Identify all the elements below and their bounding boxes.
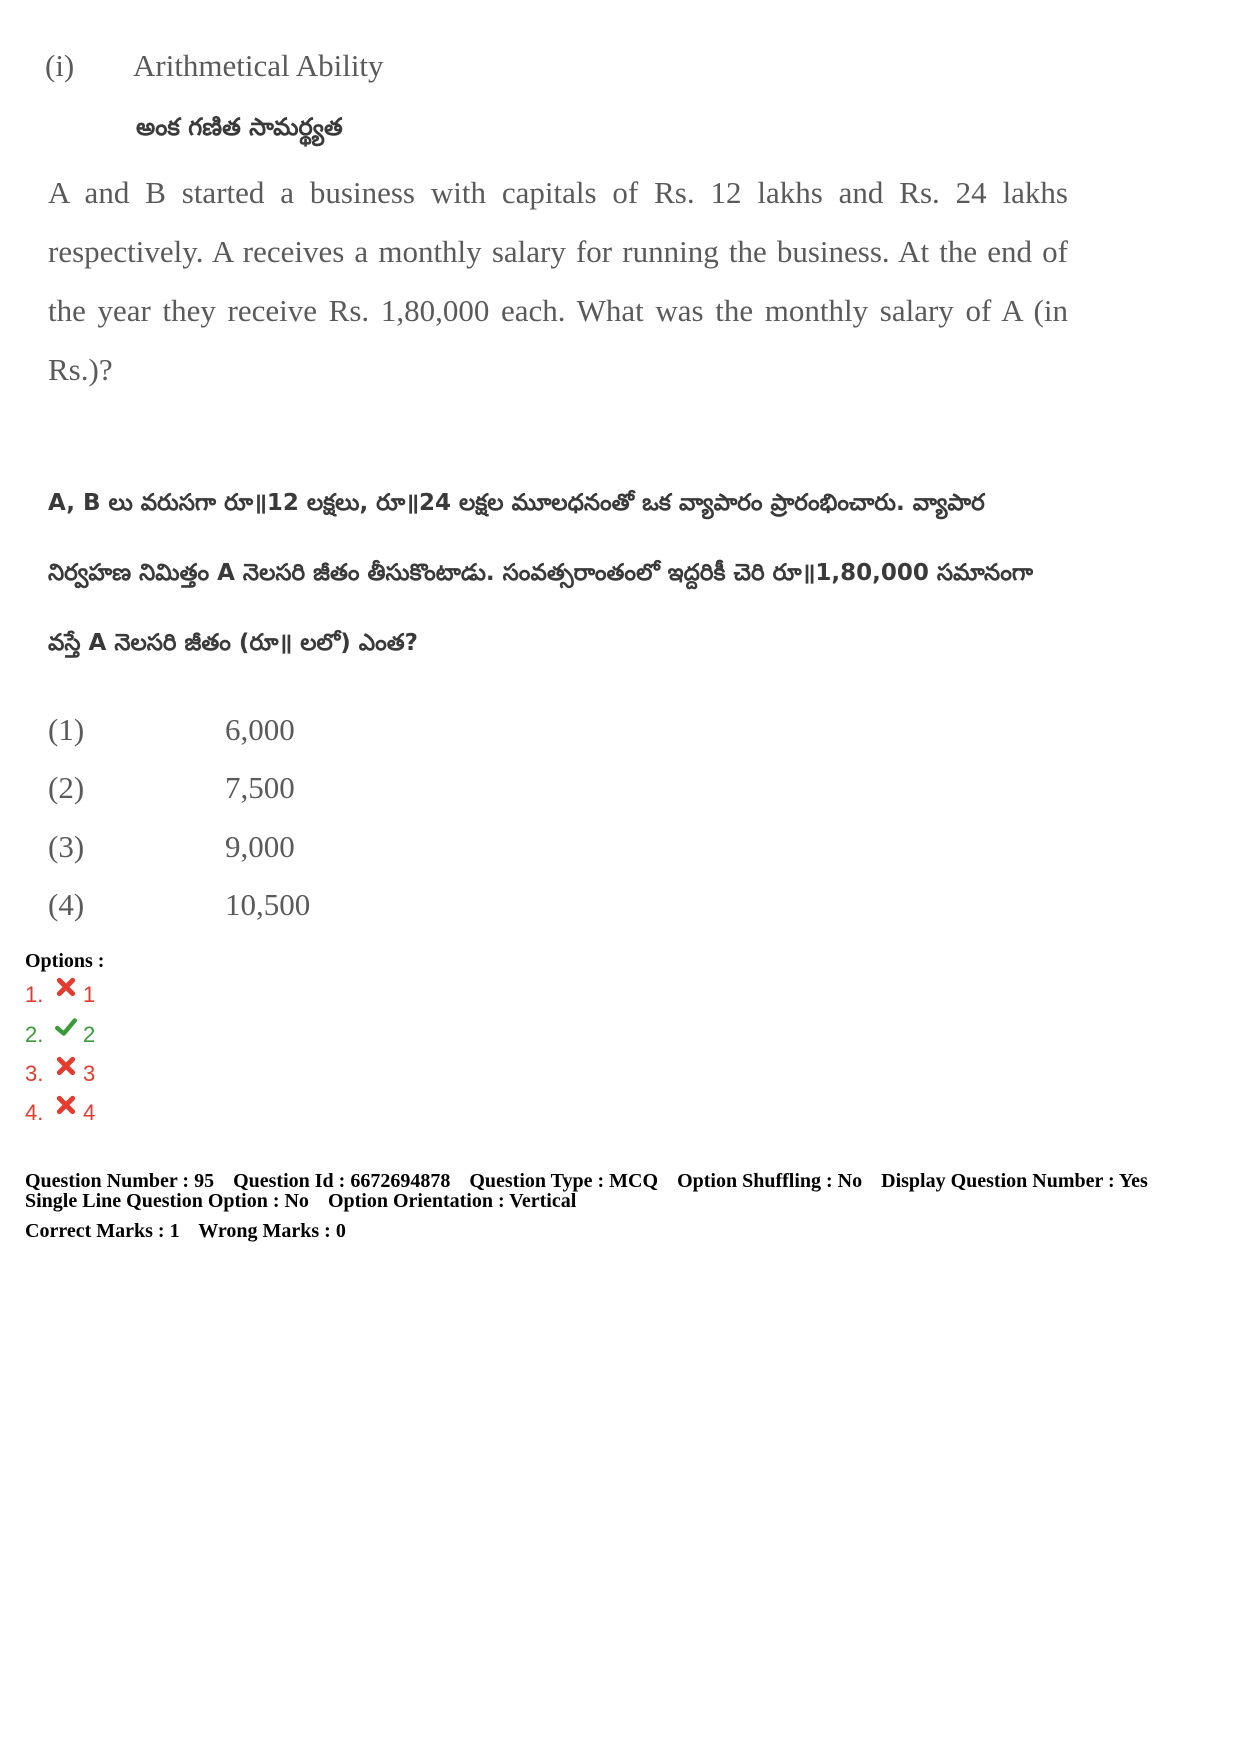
option-index: 2. (25, 1022, 44, 1047)
option-value: 2 (83, 1022, 96, 1047)
choice-number: (2) (48, 770, 85, 805)
display-question-number: Display Question Number : Yes (881, 1170, 1148, 1192)
marks-line (25, 1220, 360, 1243)
option-index: 4. (25, 1100, 44, 1125)
option-value: 1 (83, 982, 96, 1007)
question-text-english: A and B started a business with capitals of Rs. 12 lakhs and Rs. 24 lakhs respectively. A receives a monthly salary for running the business. At the end of the year they receive Rs. 1,80,000 each. What was the monthly salary of A (in Rs.)? (48, 175, 1068, 387)
option-index: 1. (25, 982, 44, 1007)
choice-value: 6,000 (225, 712, 295, 747)
section-title-telugu: అంక గణిత సామర్థ్యత (136, 113, 343, 141)
section-title: Arithmetical Ability (133, 48, 384, 83)
choice-value: 7,500 (225, 770, 295, 805)
check-icon (55, 1016, 77, 1038)
wrong-marks: Wrong Marks : 0 (198, 1220, 346, 1242)
choice-number: (3) (48, 829, 85, 864)
choice-number: (1) (48, 712, 85, 747)
question-meta-line-2 (25, 1190, 590, 1213)
choice-value: 9,000 (225, 829, 295, 864)
choice-value: 10,500 (225, 887, 311, 922)
option-value: 3 (83, 1061, 96, 1086)
cross-icon (55, 1055, 77, 1077)
question-type: Question Type : MCQ (469, 1170, 659, 1192)
question-id: Question Id : 6672694878 (233, 1170, 451, 1192)
section-number: (i) (45, 48, 75, 83)
cross-icon (55, 1094, 77, 1116)
choice-number: (4) (48, 887, 85, 922)
question-number: Question Number : 95 (25, 1170, 215, 1192)
correct-marks: Correct Marks : 1 (25, 1220, 180, 1242)
options-label: Options : (25, 950, 105, 972)
question-text-telugu: A, B లు వరుసగా రూ॥12 లక్షలు, రూ॥24 లక్షల మూలధనంతో ఒక వ్యాపారం ప్రారంభించారు. వ్యాపార నిర్వహణ నిమిత్తం A నెలసరి జీతం తీసుకొంటాడు. సంవత్సరాంతంలో ఇద్దరికీ చెరి రూ॥1,80,000 సమానంగా వస్తే A నెలసరి జీతం (రూ॥ లలో) ఎంత? (48, 490, 1034, 656)
single-line-option: Single Line Question Option : No (25, 1190, 309, 1212)
option-value: 4 (83, 1100, 96, 1125)
option-index: 3. (25, 1061, 44, 1086)
option-orientation: Option Orientation : Vertical (327, 1190, 577, 1212)
option-shuffling: Option Shuffling : No (677, 1170, 863, 1192)
cross-icon (55, 976, 77, 998)
question-image (0, 0, 1100, 940)
